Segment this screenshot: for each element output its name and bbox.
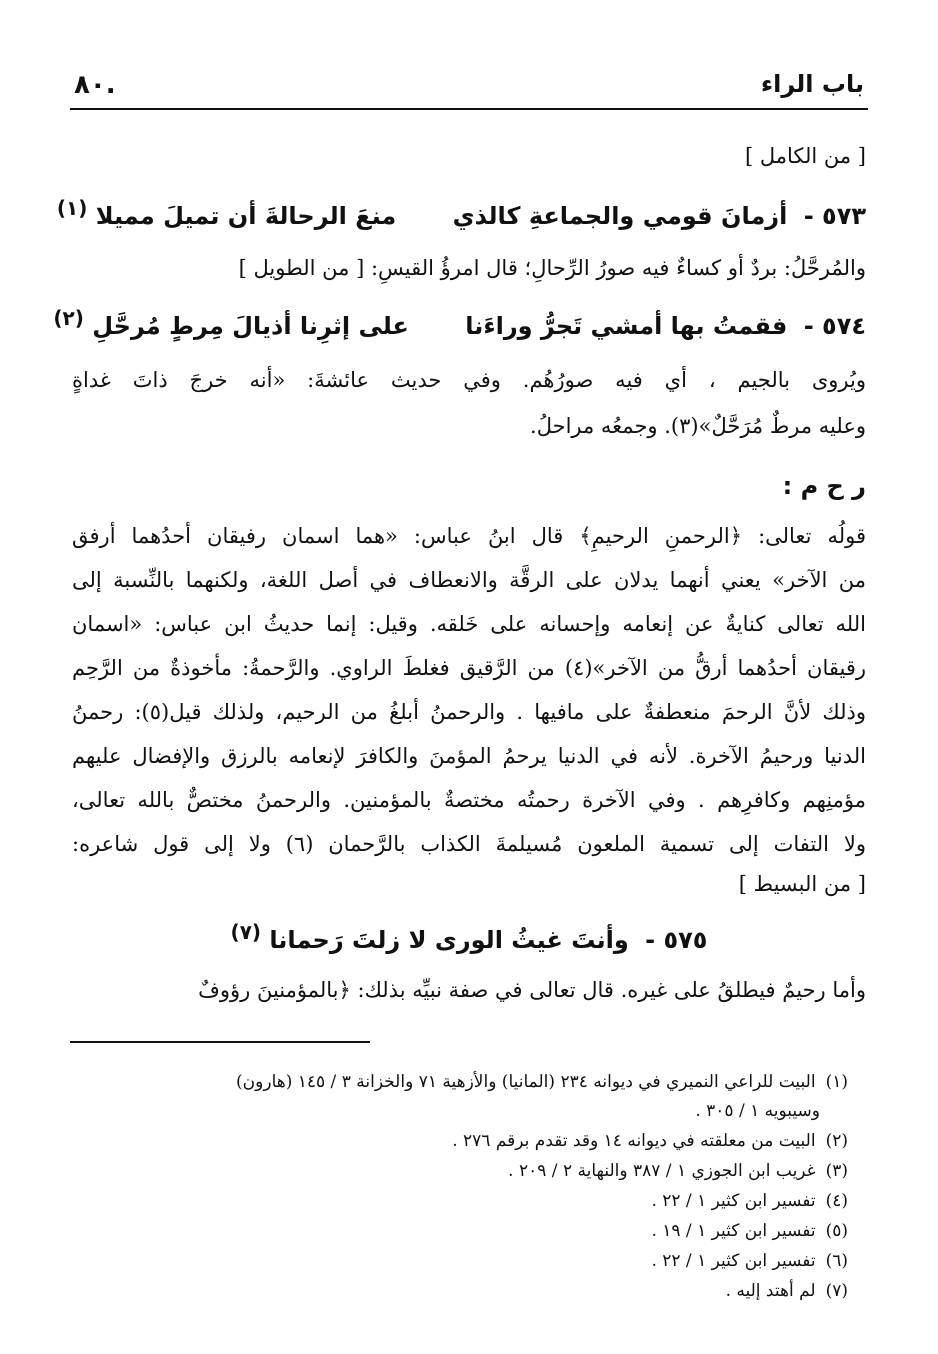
footnote-text: البيت للراعي النميري في ديوانه ٢٣٤ (المانيا) والأزهية ٧١ والخزانة ٣ / ١٤٥ (هارون): [236, 1072, 816, 1092]
prose-line: رقيقان أحدُهما أرقُّ من الآخر»(٤) من الرَّقيق فغلطَ الراوي. والرَّحمةُ: مأخوذةٌ من الرَّحِم: [72, 656, 867, 680]
prose-line: والمُرحَّلُ: بردٌ أو كساءٌ فيه صورُ الرِّحالِ؛ قال امرؤُ القيسِ: [ من الطويل ]: [238, 256, 866, 280]
footnote-marker: (٢): [53, 306, 84, 330]
prose-line: وذلك لأنَّ الرحمَ منعطفةٌ على مافيها . والرحمنُ أبلغُ من الرحيم، ولذلك قيل(٥): رحمنُ: [72, 700, 866, 724]
footnote-number: (٧): [825, 1281, 848, 1301]
prose-line: وأما رحيمٌ فيطلقُ على غيره. قال تعالى في صفة نبيِّه بذلك: ﴿بالمؤمنينَ رؤوفٌ: [198, 978, 866, 1002]
meter-label: [ من البسيط ]: [738, 872, 866, 896]
verse-number: ٥٧٤ -: [803, 312, 866, 340]
footnote-number: (٥): [825, 1221, 848, 1241]
footnote-text: وسيبويه ١ / ٣٠٥ .: [695, 1101, 820, 1121]
footnote: [72, 1251, 848, 1271]
prose-line: ولا التفات إلى تسمية الملعون مُسيلمةَ الكذاب بالرَّحمان (٦) ولا إلى قول شاعره:: [72, 832, 866, 856]
verse-575: [72, 920, 866, 954]
prose-line: الله تعالى كنايةٌ عن إنعامه وإحسانه على خَلقه. وقيل: إنما حديثُ ابن عباس: «اسمان: [72, 612, 866, 636]
footnote: [72, 1221, 848, 1241]
footnote: [72, 1072, 848, 1092]
page-number: ٨٠.: [74, 70, 116, 100]
footnote: [72, 1281, 848, 1301]
footnote-text: تفسير ابن كثير ١ / ١٩ .: [651, 1221, 816, 1241]
verse-hemistich-1: فقمتُ بها أمشي تَجرُّ وراءَنا: [465, 312, 788, 340]
verse-hemistich-2: منعَ الرحالةَ أن تميلَ مميلا: [95, 202, 397, 230]
footnote-divider: [70, 1041, 370, 1043]
footnote-marker: (٧): [230, 920, 262, 944]
verse-574: [53, 306, 866, 340]
footnote-text: تفسير ابن كثير ١ / ٢٢ .: [651, 1251, 816, 1271]
chapter-title: باب الراء: [760, 70, 864, 98]
verse-text: وأنتَ غيثُ الورى لا زلتَ رَحمانا: [269, 926, 629, 954]
footnote-number: (١): [825, 1072, 848, 1092]
prose-line: الدنيا ورحيمُ الآخرة. لأنه في الدنيا يرحمُ المؤمنَ والكافرَ لإنعامه بالرزق والإفضال عليهم: [72, 744, 866, 768]
prose-line: قولُه تعالى: ﴿الرحمنِ الرحيمِ﴾ قال ابنُ عباس: «هما اسمان رفيقان أحدُهما أرفق: [72, 524, 866, 548]
footnote-text: غريب ابن الجوزي ١ / ٣٨٧ والنهاية ٢ / ٢٠٩ .: [508, 1161, 816, 1181]
footnote-number: (٣): [825, 1161, 848, 1181]
prose-line: وعليه مرطٌ مُرَحَّلٌ»(٣). وجمعُه مراحلُ.: [530, 414, 866, 438]
verse-number: ٥٧٣ -: [803, 202, 866, 230]
footnote: [72, 1131, 848, 1151]
footnote-marker: (١): [56, 196, 88, 220]
page-header: [70, 68, 868, 110]
verse-number: ٥٧٥ -: [645, 926, 708, 954]
meter-label: [ من الكامل ]: [744, 144, 866, 168]
footnote-text: البيت من معلقته في ديوانه ١٤ وقد تقدم برقم ٢٧٦ .: [452, 1131, 816, 1151]
footnote: [72, 1191, 848, 1211]
footnote: [72, 1161, 848, 1181]
footnote-text: تفسير ابن كثير ١ / ٢٢ .: [651, 1191, 816, 1211]
verse-573: [56, 196, 866, 230]
prose-line: ويُروى بالجيم ، أي فيه صورُهُم. وفي حديث عائشةَ: «أنه خرجَ ذاتَ غداةٍ: [72, 368, 866, 392]
footnote-number: (٢): [825, 1131, 848, 1151]
root-heading: ر ح م :: [782, 472, 866, 500]
prose-line: من الآخر» يعني أنهما يدلان على الرقَّة والانعطاف في أصل اللغة، ولكنهما بالنِّسبة إلى: [72, 568, 866, 592]
footnote: [72, 1101, 820, 1121]
prose-line: مؤمنِهم وكافرِهم . وفي الآخرة رحمتُه مختصةٌ بالمؤمنين. والرحمنُ مختصٌّ بالله تعالى،: [72, 788, 866, 812]
verse-hemistich-1: أزمانَ قومي والجماعةِ كالذي: [452, 202, 788, 230]
verse-hemistich-2: على إثرِنا أذيالَ مِرطٍ مُرحَّلِ: [92, 312, 409, 340]
footnote-number: (٤): [825, 1191, 848, 1211]
footnote-text: لم أهتد إليه .: [725, 1281, 816, 1301]
footnote-number: (٦): [825, 1251, 848, 1271]
